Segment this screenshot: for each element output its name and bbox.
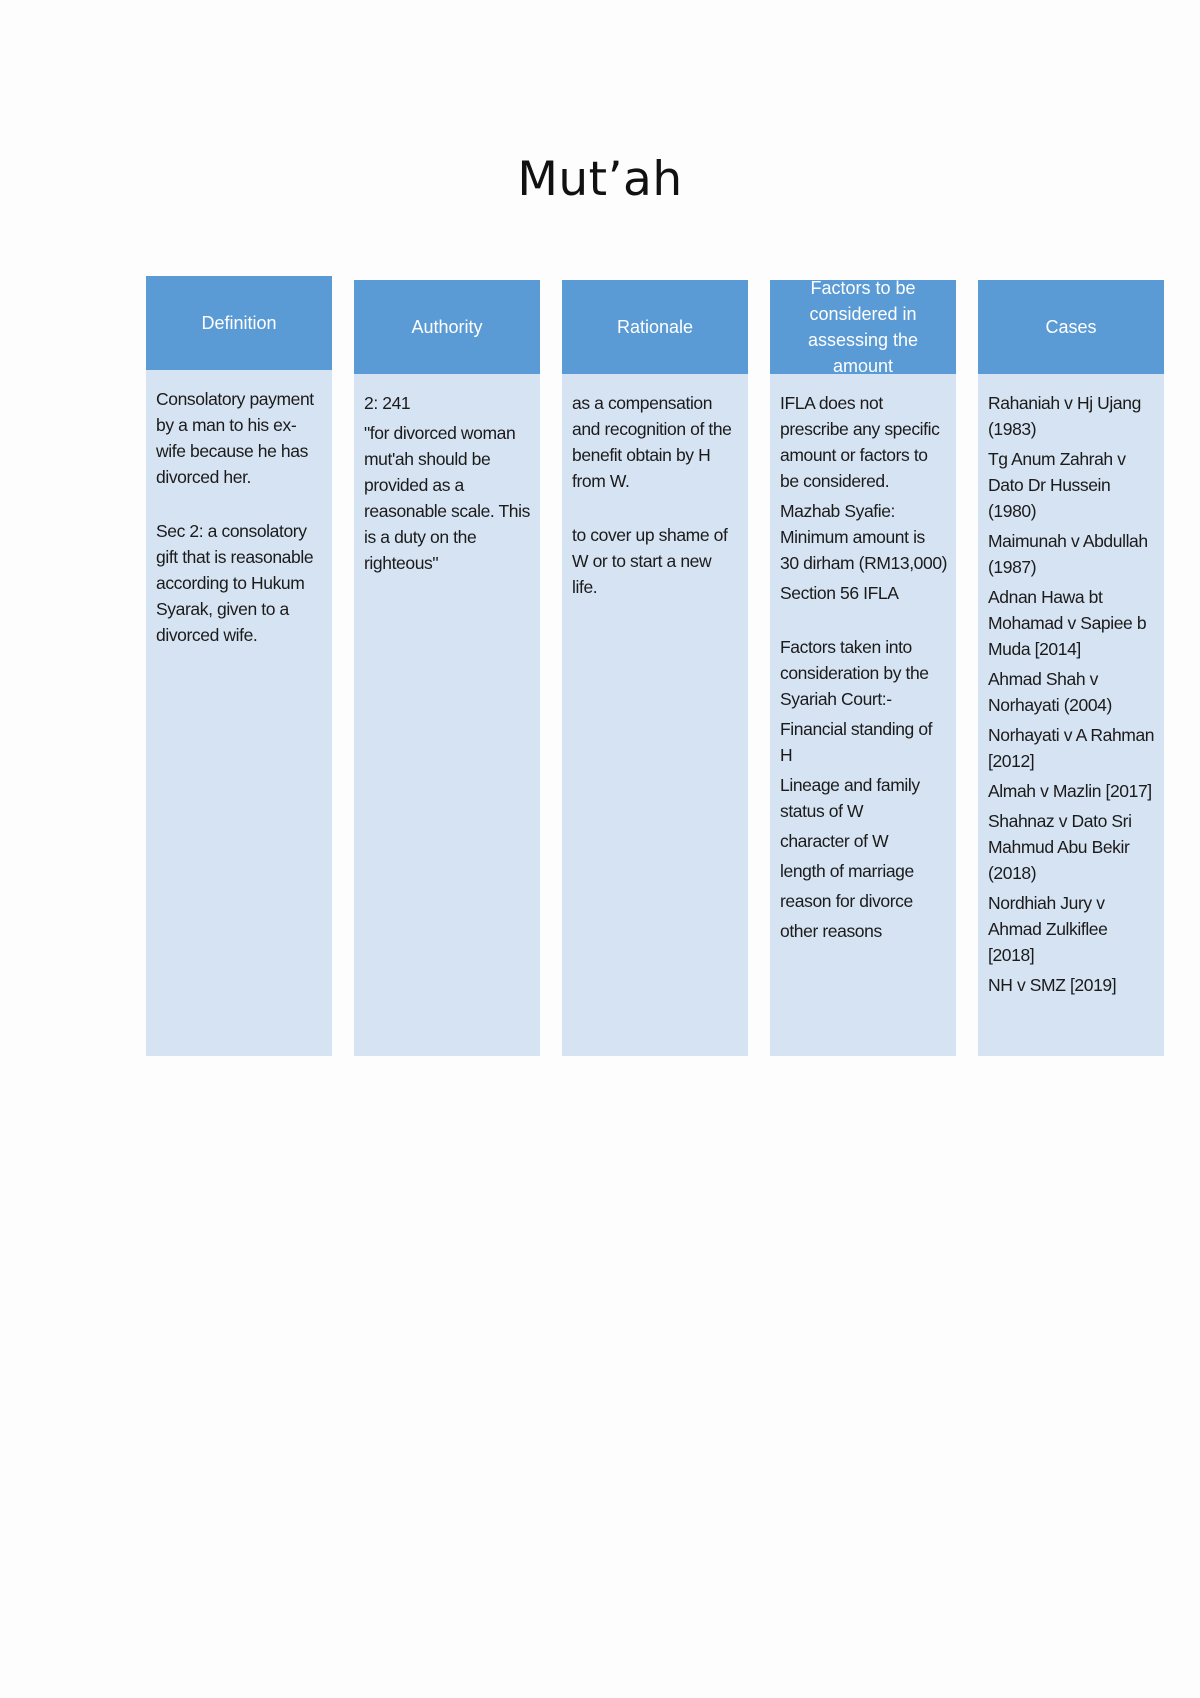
- case-item: Adnan Hawa bt Mohamad v Sapiee b Muda [2014]: [988, 587, 1147, 659]
- rationale-shame-text: to cover up shame of W or to start a new life.: [572, 525, 728, 597]
- definition-column: [146, 276, 332, 1056]
- case-item: Maimunah v Abdullah (1987): [988, 531, 1148, 577]
- factors-header-line: considered in: [809, 304, 917, 324]
- authority-quote: "for divorced woman mut'ah should be provided as a reasonable scale. This is a duty on the righteous": [364, 423, 530, 573]
- definition-statute-text: Sec 2: a consolatory gift that is reasonable according to Hukum Syarak, given to a divorced wife.: [156, 521, 314, 645]
- factors-header: [770, 280, 956, 374]
- factor-item: Financial standing of H: [780, 719, 933, 765]
- case-item: Tg Anum Zahrah v Dato Dr Hussein (1980): [988, 449, 1126, 521]
- case-item: Almah v Mazlin [2017]: [988, 781, 1152, 801]
- factors-mazhab-text: Mazhab Syafie: Minimum amount is 30 dirham (RM13,000): [780, 501, 948, 573]
- rationale-compensation-text: as a compensation and recognition of the benefit obtain by H from W.: [572, 393, 732, 491]
- authority-body: [354, 374, 540, 1056]
- case-item: Nordhiah Jury v Ahmad Zulkiflee [2018]: [988, 893, 1108, 965]
- factors-header-line: Factors to be: [810, 278, 916, 298]
- factor-item: length of marriage: [780, 861, 914, 881]
- page-title: Mut’ah: [517, 152, 683, 207]
- cases-column: [978, 280, 1164, 1056]
- rationale-header: Rationale: [562, 280, 748, 374]
- factor-item: Lineage and family status of W: [780, 775, 920, 821]
- factor-item: other reasons: [780, 921, 882, 941]
- rationale-column: [562, 280, 748, 1056]
- factor-item: reason for divorce: [780, 891, 913, 911]
- case-item: Ahmad Shah v Norhayati (2004): [988, 669, 1112, 715]
- authority-header: Authority: [354, 280, 540, 374]
- definition-header: Definition: [146, 276, 332, 370]
- case-item: Rahaniah v Hj Ujang (1983): [988, 393, 1141, 439]
- case-item: Norhayati v A Rahman [2012]: [988, 725, 1155, 771]
- factors-court-intro: Factors taken into consideration by the Syariah Court:-: [780, 637, 929, 709]
- cases-header: Cases: [978, 280, 1164, 374]
- rationale-body: [562, 374, 748, 1056]
- factors-column: [770, 280, 956, 1056]
- case-item: NH v SMZ [2019]: [988, 975, 1117, 995]
- definition-body: [146, 370, 332, 1056]
- factors-ifla-text: IFLA does not prescribe any specific amount or factors to be considered.: [780, 393, 940, 491]
- definition-text: Consolatory payment by a man to his ex-wife because he has divorced her.: [156, 389, 314, 487]
- authority-verse-ref: 2: 241: [364, 393, 411, 413]
- factors-header-line: assessing the amount: [807, 330, 919, 376]
- case-item: Shahnaz v Dato Sri Mahmud Abu Bekir (2018): [988, 811, 1132, 883]
- factors-body: [770, 374, 956, 1056]
- factor-item: character of W: [780, 831, 889, 851]
- cases-body: [978, 374, 1164, 1056]
- authority-column: [354, 280, 540, 1056]
- factors-section-text: Section 56 IFLA: [780, 583, 899, 603]
